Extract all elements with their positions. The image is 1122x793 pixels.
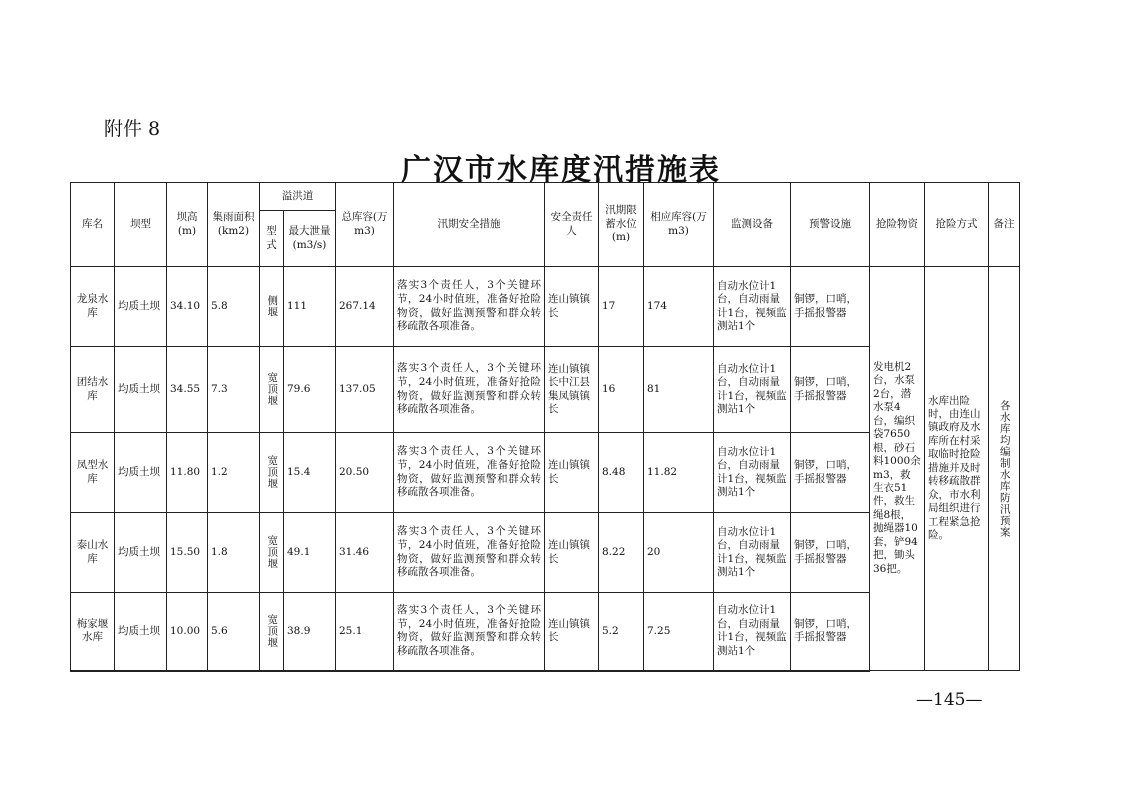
cell-spillway-type: [260, 513, 284, 593]
cell-measures: 落实3个责任人，3个关键环节，24小时值班，准备好抢险物资，做好监测预警和群众转移疏散各项准备。: [394, 513, 545, 593]
cell-flood-limit: 17: [599, 267, 644, 347]
cell-height: 34.10: [167, 267, 208, 347]
header-method: 抢险方式: [925, 183, 989, 267]
cell-total-capacity: 25.1: [336, 593, 394, 671]
header-dam-type: 坝型: [115, 183, 167, 267]
cell-measures: 落实3个责任人，3个关键环节，24小时值班，准备好抢险物资，做好监测预警和群众转移疏散各项准备。: [394, 267, 545, 347]
cell-area: 1.2: [208, 433, 260, 513]
remarks-text: 各水库均编制水库防汛预案: [998, 399, 1011, 538]
cell-shared-remarks: [989, 267, 1020, 671]
cell-responsible: 连山镇镇长: [545, 513, 599, 593]
cell-dam-type: 均质土坝: [115, 513, 167, 593]
cell-measures: 落实3个责任人，3个关键环节，24小时值班，准备好抢险物资，做好监测预警和群众转移疏散各项准备。: [394, 347, 545, 433]
cell-responsible: 连山镇镇长: [545, 593, 599, 671]
page-title: 广汉市水库度汛措施表: [401, 153, 721, 188]
header-spillway: 溢洪道: [260, 183, 336, 211]
cell-max-discharge: 49.1: [284, 513, 336, 593]
cell-spillway-type: [260, 433, 284, 513]
cell-shared-method: 水库出险时，由连山镇政府及水库所在村采取临时抢险措施并及时转移疏散群众，市水利局组织进行工程紧急抢险。: [925, 267, 989, 671]
cell-total-capacity: 267.14: [336, 267, 394, 347]
cell-responsible: 连山镇镇长: [545, 267, 599, 347]
header-materials: 抢险物资: [870, 183, 925, 267]
cell-dam-type: 均质土坝: [115, 433, 167, 513]
cell-warning: 铜锣，口哨，手摇报警器: [791, 347, 870, 433]
cell-area: 1.8: [208, 513, 260, 593]
header-total-capacity: 总库容(万 m3): [336, 183, 394, 267]
cell-spillway-type: [260, 347, 284, 433]
cell-monitoring: 自动水位计1台，自动雨量计1台，视频监测站1个: [714, 347, 791, 433]
cell-name: 梅家堰水库: [71, 593, 115, 671]
cell-name: 龙泉水库: [71, 267, 115, 347]
cell-monitoring: 自动水位计1台，自动雨量计1台，视频监测站1个: [714, 513, 791, 593]
header-flood-limit: 汛期限蓄水位(m): [599, 183, 644, 267]
cell-monitoring: 自动水位计1台，自动雨量计1台，视频监测站1个: [714, 593, 791, 671]
header-warning: 预警设施: [791, 183, 870, 267]
spillway-type-text: 宽顶堰: [266, 535, 279, 570]
cell-capacity: 81: [644, 347, 714, 433]
cell-max-discharge: 15.4: [284, 433, 336, 513]
cell-dam-type: 均质土坝: [115, 593, 167, 671]
cell-warning: 铜锣，口哨，手摇报警器: [791, 513, 870, 593]
spillway-type-text: 宽顶堰: [266, 614, 279, 649]
cell-spillway-type: [260, 267, 284, 347]
cell-name: 泰山水库: [71, 513, 115, 593]
cell-name: 团结水库: [71, 347, 115, 433]
cell-capacity: 174: [644, 267, 714, 347]
cell-flood-limit: 8.48: [599, 433, 644, 513]
cell-measures: 落实3个责任人，3个关键环节，24小时值班，准备好抢险物资，做好监测预警和群众转移疏散各项准备。: [394, 433, 545, 513]
cell-warning: 铜锣，口哨，手摇报警器: [791, 433, 870, 513]
cell-flood-limit: 5.2: [599, 593, 644, 671]
table-row: [71, 267, 1020, 347]
header-max-discharge: 最大泄量(m3/s): [284, 211, 336, 267]
cell-max-discharge: 79.6: [284, 347, 336, 433]
header-capacity: 相应库容(万 m3): [644, 183, 714, 267]
spillway-type-text: 宽顶堰: [266, 372, 279, 407]
cell-capacity: 20: [644, 513, 714, 593]
cell-total-capacity: 137.05: [336, 347, 394, 433]
header-responsible: 安全责任人: [545, 183, 599, 267]
flood-measures-table: [70, 182, 1020, 672]
cell-measures: 落实3个责任人，3个关键环节，24小时值班，准备好抢险物资，做好监测预警和群众转移疏散各项准备。: [394, 593, 545, 671]
cell-capacity: 7.25: [644, 593, 714, 671]
cell-area: 5.8: [208, 267, 260, 347]
spillway-type-text: 侧堰: [266, 295, 279, 318]
cell-name: 凤型水库: [71, 433, 115, 513]
cell-monitoring: 自动水位计1台，自动雨量计1台，视频监测站1个: [714, 433, 791, 513]
cell-capacity: 11.82: [644, 433, 714, 513]
cell-dam-type: 均质土坝: [115, 267, 167, 347]
cell-flood-limit: 16: [599, 347, 644, 433]
cell-spillway-type: [260, 593, 284, 671]
cell-height: 34.55: [167, 347, 208, 433]
attachment-label: 附件 8: [104, 118, 161, 140]
cell-warning: 铜锣，口哨，手摇报警器: [791, 267, 870, 347]
cell-area: 5.6: [208, 593, 260, 671]
header-row: [71, 183, 1020, 211]
spillway-type-text: 宽顶堰: [266, 455, 279, 490]
header-measures: 汛期安全措施: [394, 183, 545, 267]
cell-shared-materials: 发电机2台，水泵2台，潜水泵4台，编织袋7650根，砂石料1000余m3，救生衣51件，救生绳8根，抛绳器10套，铲94把，锄头36把。: [870, 267, 925, 671]
cell-monitoring: 自动水位计1台，自动雨量计1台，视频监测站1个: [714, 267, 791, 347]
cell-responsible: 连山镇镇长中江县集凤镇镇长: [545, 347, 599, 433]
cell-height: 15.50: [167, 513, 208, 593]
cell-warning: 铜锣，口哨，手摇报警器: [791, 593, 870, 671]
cell-area: 7.3: [208, 347, 260, 433]
cell-total-capacity: 31.46: [336, 513, 394, 593]
header-spillway-type: 型式: [260, 211, 284, 267]
cell-flood-limit: 8.22: [599, 513, 644, 593]
header-remarks: 备注: [989, 183, 1020, 267]
cell-height: 10.00: [167, 593, 208, 671]
page-number: —145—: [916, 690, 983, 710]
cell-max-discharge: 111: [284, 267, 336, 347]
header-catchment: 集雨面积(km2): [208, 183, 260, 267]
cell-dam-type: 均质土坝: [115, 347, 167, 433]
header-dam-height: 坝高(m): [167, 183, 208, 267]
cell-total-capacity: 20.50: [336, 433, 394, 513]
cell-responsible: 连山镇镇长: [545, 433, 599, 513]
cell-max-discharge: 38.9: [284, 593, 336, 671]
header-monitoring: 监测设备: [714, 183, 791, 267]
header-name: 库名: [71, 183, 115, 267]
cell-height: 11.80: [167, 433, 208, 513]
